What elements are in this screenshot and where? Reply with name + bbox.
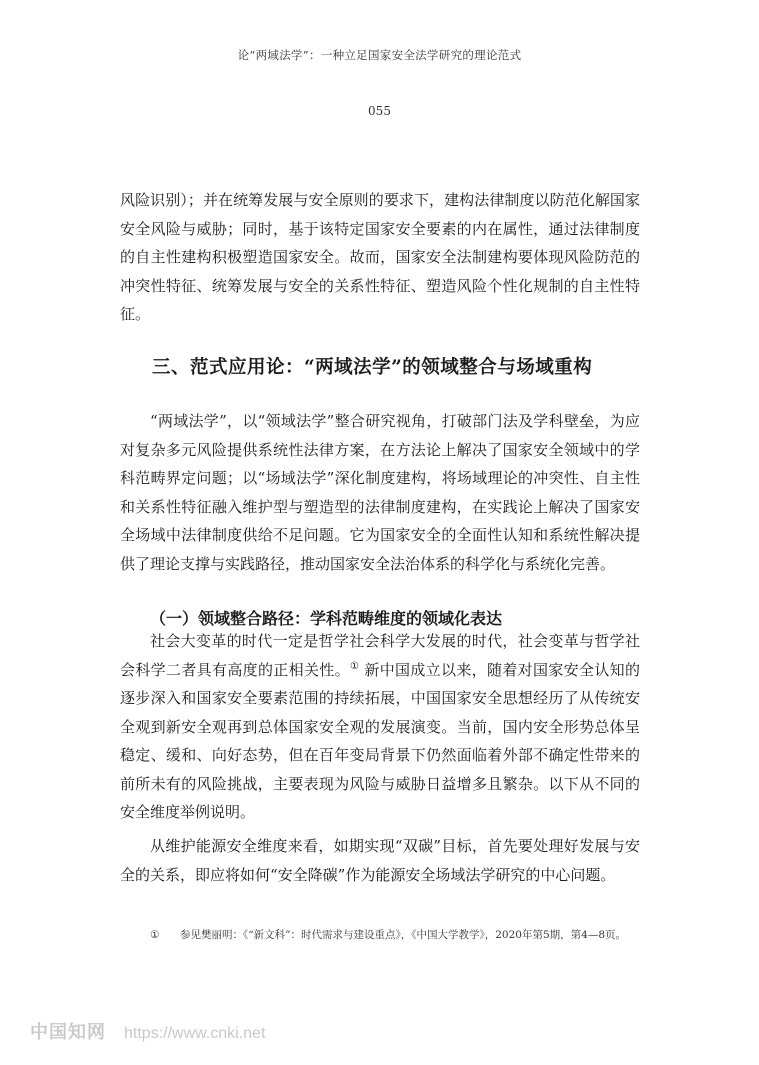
footnote-mark: ① [150, 929, 160, 941]
footnote-reference[interactable]: ① [349, 660, 360, 672]
paragraph-risk-identification: 风险识别）；并在统筹发展与安全原则的要求下，建构法律制度以防范化解国家安全风险与威胁；同时，基于该特定国家安全要素的内在属性，通过法律制度的自主性建构积极塑造国家安全。故而，国家安全法制建构要体现风险防范的冲突性特征、统筹发展与安全的关系性特征、塑造风险个性化规制的自主性特征。 [120, 191, 640, 323]
paragraph-energy-security: 从维护能源安全维度来看，如期实现“双碳”目标，首先要处理好发展与安全的关系，即应将如何“安全降碳”作为能源安全场域法学研究的中心问题。 [120, 837, 640, 884]
paragraph-social-change [120, 627, 640, 827]
paragraph-social-change-part2: 新中国成立以来，随着对国家安全认知的逐步深入和国家安全要素范围的持续拓展，中国国家安全思想经历了从传统安全观到新安全观再到总体国家安全观的发展演变。当前，国内安全形势总体呈稳定、缓和、向好态势，但在百年变局背景下仍然面临着外部不确定性带来的前所未有的风险挑战，主要表现为风险与威胁日益增多且繁杂。以下从不同的安全维度举例说明。 [120, 660, 640, 821]
cnki-url[interactable]: https://www.cnki.net [124, 1025, 266, 1042]
running-header: 论“两域法学”：一种立足国家安全法学研究的理论范式 [237, 48, 522, 62]
paragraph-social-change-part1: 社会大变革的时代一定是哲学社会科学大发展的时代，社会变革与哲学社会科学二者具有高度的正相关性。 [120, 632, 640, 679]
section-heading-three: 三、范式应用论：“两域法学”的领域整合与场域重构 [152, 357, 593, 378]
page-number: 055 [368, 104, 391, 118]
subsection-heading-one: （一）领域整合路径：学科范畴维度的领域化表达 [150, 609, 503, 628]
paragraph-two-domain-law: “两域法学”，以“领域法学”整合研究视角，打破部门法及学科壁垒，为应对复杂多元风险提供系统性法律方案，在方法论上解决了国家安全领域中的学科范畴界定问题；以“场域法学”深化制度建构，将场域理论的冲突性、自主性和关系性特征融入维护型与塑造型的法律制度建构，在实践论上解决了国家安全场域中法律制度供给不足问题。它为国家安全的全面性认知和系统性解决提供了理论支撑与实践路径，推动国家安全法治体系的科学化与系统化完善。 [120, 412, 640, 573]
footnote-text: 参见樊丽明：《“新文科”：时代需求与建设重点》，《中国大学教学》，2020年第5期，第4—8页。 [180, 929, 626, 941]
cnki-logo: 中国知网 [30, 1022, 106, 1042]
footnote [150, 927, 650, 942]
cnki-watermark [30, 1018, 265, 1044]
